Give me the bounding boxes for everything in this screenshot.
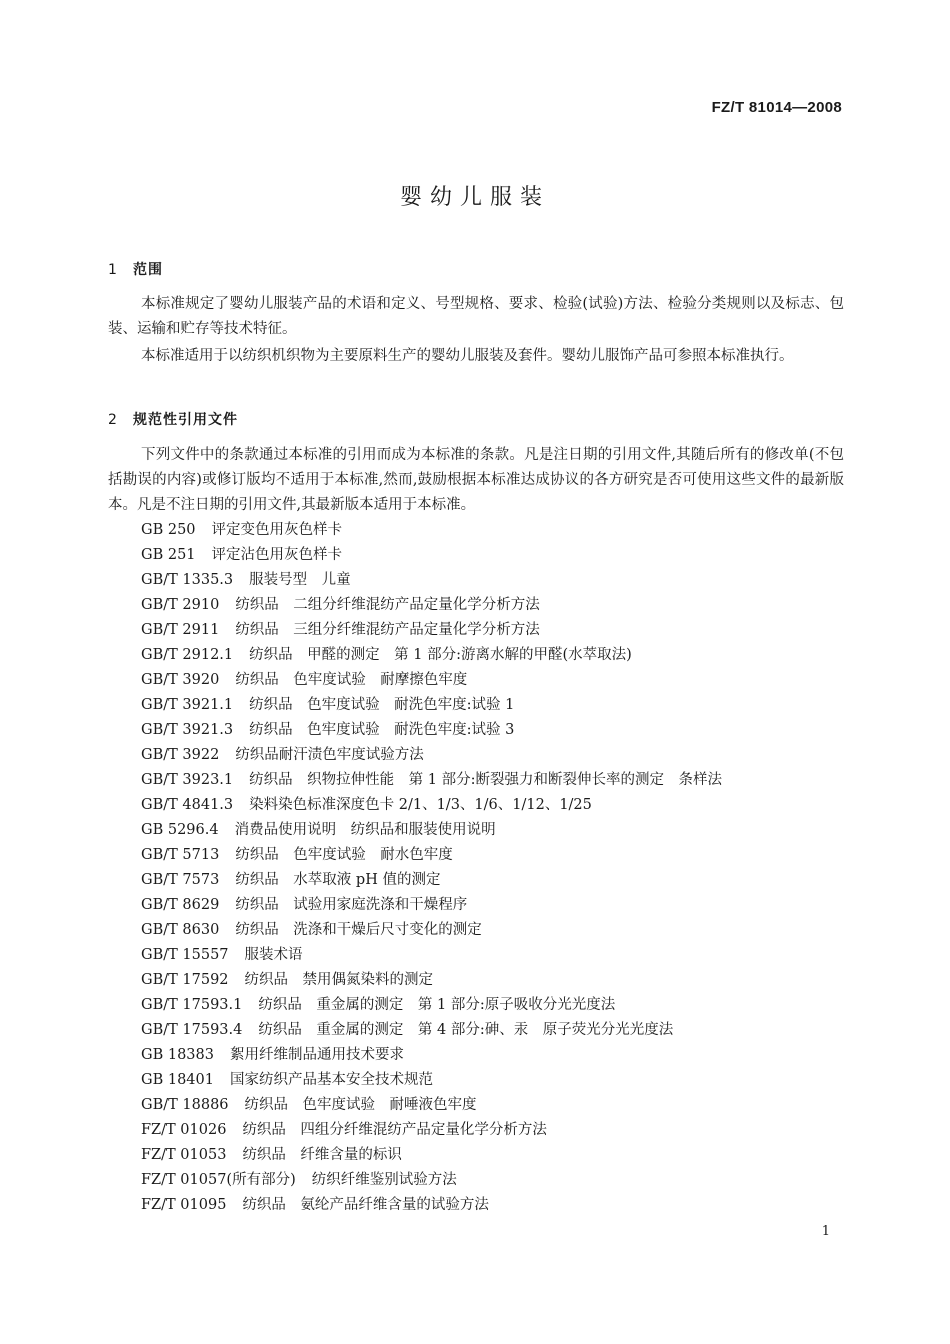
reference-title: 纺织品 甲醛的测定 第 1 部分:游离水解的甲醛(水萃取法) (249, 647, 632, 663)
reference-code: GB/T 17593.1 (141, 997, 243, 1013)
reference-title: 服装号型 儿童 (249, 572, 351, 588)
scope-paragraph-1: 本标准规定了婴幼儿服装产品的术语和定义、号型规格、要求、检验(试验)方法、检验分类规则以及标志、包装、运输和贮存等技术特征。 (108, 296, 844, 337)
reference-code: GB/T 7573 (141, 872, 220, 888)
reference-item (141, 918, 722, 943)
reference-item (141, 893, 722, 918)
reference-code: GB/T 5713 (141, 847, 220, 863)
reference-item (141, 843, 722, 868)
reference-title: 纺织品 洗涤和干燥后尺寸变化的测定 (235, 922, 482, 938)
reference-title: 纺织品 色牢度试验 耐水色牢度 (235, 847, 453, 863)
reference-list (141, 518, 722, 1218)
reference-title: 纺织品 色牢度试验 耐摩擦色牢度 (235, 672, 468, 688)
section-number: 2 (108, 412, 118, 428)
reference-code: GB/T 18886 (141, 1097, 229, 1113)
reference-code: GB/T 3922 (141, 747, 220, 763)
reference-item (141, 718, 722, 743)
reference-code: GB/T 8629 (141, 897, 220, 913)
reference-title: 纺织品 色牢度试验 耐洗色牢度:试验 3 (249, 722, 515, 738)
reference-item (141, 1143, 722, 1168)
reference-item (141, 868, 722, 893)
document-title: 婴幼儿服装 (399, 185, 550, 210)
reference-title: 纺织品 纤维含量的标识 (242, 1147, 402, 1163)
reference-code: GB/T 15557 (141, 947, 229, 963)
reference-code: GB/T 3921.3 (141, 722, 234, 738)
reference-item (141, 943, 722, 968)
reference-title: 纺织纤维鉴别试验方法 (311, 1172, 457, 1188)
reference-item (141, 993, 722, 1018)
section-title: 范围 (133, 262, 163, 278)
reference-item (141, 818, 722, 843)
reference-item (141, 1018, 722, 1043)
reference-code: GB/T 4841.3 (141, 797, 234, 813)
reference-title: 纺织品 禁用偶氮染料的测定 (244, 972, 434, 988)
reference-item (141, 768, 722, 793)
reference-code: GB/T 2911 (141, 622, 220, 638)
reference-title: 国家纺织产品基本安全技术规范 (229, 1072, 433, 1088)
reference-title: 纺织品 试验用家庭洗涤和干燥程序 (235, 897, 468, 913)
reference-code: FZ/T 01057(所有部分) (141, 1172, 296, 1188)
reference-title: 纺织品 织物拉伸性能 第 1 部分:断裂强力和断裂伸长率的测定 条样法 (249, 772, 722, 788)
reference-code: GB 250 (141, 522, 196, 538)
reference-item (141, 1168, 722, 1193)
reference-title: 纺织品 色牢度试验 耐洗色牢度:试验 1 (249, 697, 515, 713)
reference-code: GB/T 3921.1 (141, 697, 234, 713)
reference-title: 絮用纤维制品通用技术要求 (229, 1047, 404, 1063)
normative-references-intro: 下列文件中的条款通过本标准的引用而成为本标准的条款。凡是注日期的引用文件,其随后所有的修改单(不包括勘误的内容)或修订版均不适用于本标准,然而,鼓励根据本标准达成协议的各方研究是否可使用这些文件的最新版本。凡是不注日期的引用文件,其最新版本适用于本标准。 (108, 447, 844, 513)
reference-item (141, 793, 722, 818)
reference-item (141, 1118, 722, 1143)
reference-code: GB/T 3920 (141, 672, 220, 688)
reference-item (141, 568, 722, 593)
reference-code: GB/T 17593.4 (141, 1022, 243, 1038)
reference-title: 纺织品 水萃取液 pH 值的测定 (235, 872, 441, 888)
reference-code: GB/T 1335.3 (141, 572, 234, 588)
reference-title: 消费品使用说明 纺织品和服装使用说明 (234, 822, 496, 838)
reference-item (141, 618, 722, 643)
reference-title: 纺织品 重金属的测定 第 4 部分:砷、汞 原子荧光分光光度法 (258, 1022, 674, 1038)
reference-title: 评定变色用灰色样卡 (211, 522, 343, 538)
reference-code: GB/T 8630 (141, 922, 220, 938)
reference-title: 纺织品 三组分纤维混纺产品定量化学分析方法 (235, 622, 540, 638)
reference-title: 纺织品耐汗渍色牢度试验方法 (235, 747, 424, 763)
standard-code: FZ/T 81014—2008 (711, 99, 842, 116)
reference-title: 纺织品 四组分纤维混纺产品定量化学分析方法 (242, 1122, 547, 1138)
reference-code: GB 251 (141, 547, 196, 563)
reference-code: GB/T 2912.1 (141, 647, 234, 663)
reference-code: FZ/T 01095 (141, 1197, 227, 1213)
reference-title: 纺织品 重金属的测定 第 1 部分:原子吸收分光光度法 (258, 997, 616, 1013)
reference-item (141, 1068, 722, 1093)
reference-item (141, 693, 722, 718)
reference-code: GB/T 2910 (141, 597, 220, 613)
reference-item (141, 668, 722, 693)
reference-code: GB/T 3923.1 (141, 772, 234, 788)
scope-paragraph-2: 本标准适用于以纺织机织物为主要原料生产的婴幼儿服装及套件。婴幼儿服饰产品可参照本标准执行。 (141, 348, 794, 364)
reference-title: 服装术语 (244, 947, 303, 963)
reference-title: 评定沾色用灰色样卡 (211, 547, 343, 563)
reference-title: 纺织品 氨纶产品纤维含量的试验方法 (242, 1197, 489, 1213)
section-title: 规范性引用文件 (133, 412, 238, 428)
reference-title: 纺织品 色牢度试验 耐唾液色牢度 (244, 1097, 477, 1113)
reference-code: GB 18401 (141, 1072, 214, 1088)
section-number: 1 (108, 262, 118, 278)
reference-item (141, 968, 722, 993)
reference-item (141, 518, 722, 543)
reference-item (141, 743, 722, 768)
reference-code: GB/T 17592 (141, 972, 229, 988)
reference-code: FZ/T 01026 (141, 1122, 227, 1138)
reference-item (141, 1193, 722, 1218)
reference-item (141, 643, 722, 668)
section-1-heading (108, 259, 163, 279)
section-2-heading (108, 409, 238, 429)
page-number: 1 (821, 1224, 830, 1239)
reference-code: FZ/T 01053 (141, 1147, 227, 1163)
reference-item (141, 593, 722, 618)
reference-title: 纺织品 二组分纤维混纺产品定量化学分析方法 (235, 597, 540, 613)
reference-code: GB 5296.4 (141, 822, 219, 838)
reference-item (141, 1093, 722, 1118)
reference-item (141, 543, 722, 568)
reference-title: 染料染色标准深度色卡 2/1、1/3、1/6、1/12、1/25 (249, 797, 592, 813)
reference-code: GB 18383 (141, 1047, 214, 1063)
reference-item (141, 1043, 722, 1068)
